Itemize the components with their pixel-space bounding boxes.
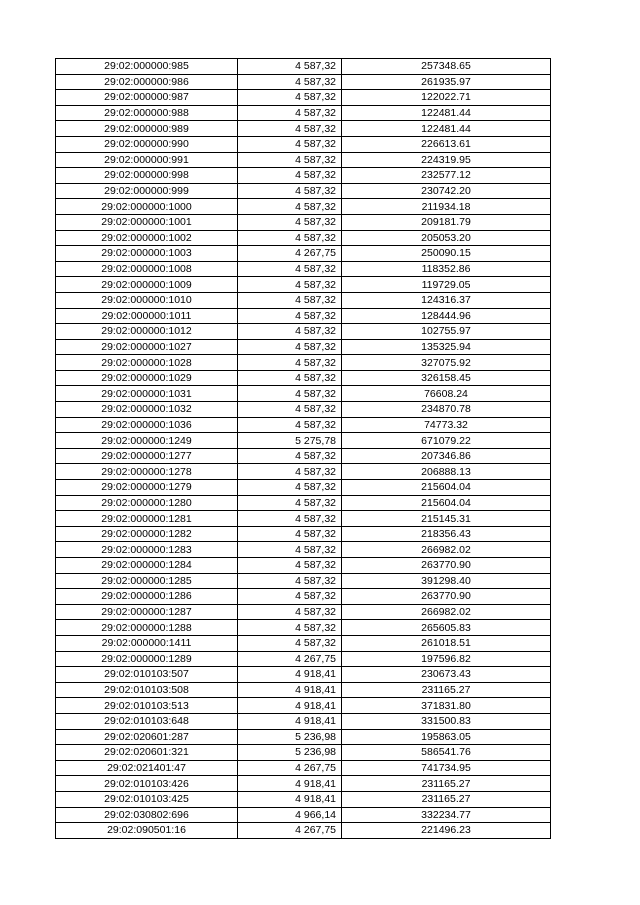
cadastral-number-cell: 29:02:000000:1281: [56, 511, 238, 527]
value-cell: 205053.20: [342, 230, 551, 246]
cadastral-number-cell: 29:02:000000:1002: [56, 230, 238, 246]
cadastral-number-cell: 29:02:000000:1011: [56, 308, 238, 324]
table-row: [56, 589, 551, 605]
cadastral-number-cell: 29:02:000000:1009: [56, 277, 238, 293]
table-row: [56, 776, 551, 792]
value-cell: 327075.92: [342, 355, 551, 371]
cadastral-number-cell: 29:02:000000:1028: [56, 355, 238, 371]
area-cell: 4 587,32: [238, 339, 342, 355]
area-cell: 4 587,32: [238, 199, 342, 215]
area-cell: 4 587,32: [238, 542, 342, 558]
table-row: [56, 745, 551, 761]
cadastral-number-cell: 29:02:000000:1031: [56, 386, 238, 402]
cadastral-number-cell: 29:02:000000:1285: [56, 573, 238, 589]
value-cell: 257348.65: [342, 59, 551, 75]
table-row: [56, 807, 551, 823]
table-row: [56, 168, 551, 184]
area-cell: 5 275,78: [238, 433, 342, 449]
area-cell: 4 587,32: [238, 74, 342, 90]
cadastral-number-cell: 29:02:000000:987: [56, 90, 238, 106]
cadastral-number-cell: 29:02:000000:1010: [56, 292, 238, 308]
value-cell: 265605.83: [342, 620, 551, 636]
cadastral-number-cell: 29:02:000000:1029: [56, 370, 238, 386]
value-cell: 261935.97: [342, 74, 551, 90]
table-row: [56, 433, 551, 449]
table-row: [56, 324, 551, 340]
table-row: [56, 417, 551, 433]
value-cell: 224319.95: [342, 152, 551, 168]
area-cell: 4 587,32: [238, 168, 342, 184]
area-cell: 4 267,75: [238, 823, 342, 839]
cadastral-number-cell: 29:02:000000:1280: [56, 495, 238, 511]
value-cell: 266982.02: [342, 604, 551, 620]
area-cell: 4 587,32: [238, 355, 342, 371]
area-cell: 4 587,32: [238, 105, 342, 121]
cadastral-number-cell: 29:02:000000:989: [56, 121, 238, 137]
cadastral-number-cell: 29:02:000000:1279: [56, 480, 238, 496]
cadastral-number-cell: 29:02:000000:990: [56, 136, 238, 152]
cadastral-number-cell: 29:02:030802:696: [56, 807, 238, 823]
cadastral-number-cell: 29:02:010103:508: [56, 682, 238, 698]
value-cell: 215604.04: [342, 480, 551, 496]
value-cell: 234870.78: [342, 402, 551, 418]
value-cell: 124316.37: [342, 292, 551, 308]
cadastral-number-cell: 29:02:000000:1283: [56, 542, 238, 558]
table-row: [56, 511, 551, 527]
cadastral-number-cell: 29:02:020601:321: [56, 745, 238, 761]
cadastral-number-cell: 29:02:000000:998: [56, 168, 238, 184]
value-cell: 741734.95: [342, 760, 551, 776]
area-cell: 4 587,32: [238, 635, 342, 651]
value-cell: 206888.13: [342, 464, 551, 480]
table-row: [56, 292, 551, 308]
value-cell: 135325.94: [342, 339, 551, 355]
value-cell: 211934.18: [342, 199, 551, 215]
table-row: [56, 682, 551, 698]
table-row: [56, 261, 551, 277]
value-cell: 76608.24: [342, 386, 551, 402]
value-cell: 197596.82: [342, 651, 551, 667]
area-cell: 4 918,41: [238, 776, 342, 792]
cadastral-number-cell: 29:02:020601:287: [56, 729, 238, 745]
cadastral-value-table: [55, 58, 551, 839]
table-row: [56, 308, 551, 324]
table-row: [56, 230, 551, 246]
area-cell: 4 587,32: [238, 121, 342, 137]
cadastral-number-cell: 29:02:000000:1277: [56, 448, 238, 464]
area-cell: 4 587,32: [238, 511, 342, 527]
table-row: [56, 386, 551, 402]
area-cell: 4 918,41: [238, 791, 342, 807]
cadastral-number-cell: 29:02:010103:507: [56, 667, 238, 683]
value-cell: 263770.90: [342, 589, 551, 605]
table-row: [56, 370, 551, 386]
area-cell: 4 587,32: [238, 526, 342, 542]
cadastral-number-cell: 29:02:000000:1012: [56, 324, 238, 340]
area-cell: 4 267,75: [238, 246, 342, 262]
value-cell: 118352.86: [342, 261, 551, 277]
cadastral-number-cell: 29:02:090501:16: [56, 823, 238, 839]
area-cell: 4 587,32: [238, 324, 342, 340]
area-cell: 4 918,41: [238, 713, 342, 729]
value-cell: 74773.32: [342, 417, 551, 433]
value-cell: 122022.71: [342, 90, 551, 106]
cadastral-number-cell: 29:02:000000:1282: [56, 526, 238, 542]
area-cell: 4 918,41: [238, 667, 342, 683]
cadastral-number-cell: 29:02:000000:985: [56, 59, 238, 75]
cadastral-number-cell: 29:02:000000:1249: [56, 433, 238, 449]
table-row: [56, 667, 551, 683]
value-cell: 263770.90: [342, 558, 551, 574]
table-row: [56, 246, 551, 262]
cadastral-number-cell: 29:02:000000:1278: [56, 464, 238, 480]
value-cell: 218356.43: [342, 526, 551, 542]
value-cell: 195863.05: [342, 729, 551, 745]
value-cell: 671079.22: [342, 433, 551, 449]
area-cell: 4 587,32: [238, 386, 342, 402]
table-row: [56, 121, 551, 137]
cadastral-number-cell: 29:02:000000:999: [56, 183, 238, 199]
table-row: [56, 651, 551, 667]
value-cell: 332234.77: [342, 807, 551, 823]
table-row: [56, 791, 551, 807]
area-cell: 5 236,98: [238, 729, 342, 745]
value-cell: 266982.02: [342, 542, 551, 558]
value-cell: 231165.27: [342, 791, 551, 807]
value-cell: 231165.27: [342, 776, 551, 792]
area-cell: 4 267,75: [238, 760, 342, 776]
cadastral-number-cell: 29:02:000000:986: [56, 74, 238, 90]
cadastral-number-cell: 29:02:010103:648: [56, 713, 238, 729]
area-cell: 4 587,32: [238, 214, 342, 230]
table-row: [56, 90, 551, 106]
value-cell: 230673.43: [342, 667, 551, 683]
table-row: [56, 464, 551, 480]
table-row: [56, 760, 551, 776]
table-row: [56, 105, 551, 121]
cadastral-number-cell: 29:02:021401:47: [56, 760, 238, 776]
table-row: [56, 74, 551, 90]
value-cell: 207346.86: [342, 448, 551, 464]
table-row: [56, 277, 551, 293]
table-row: [56, 402, 551, 418]
cadastral-number-cell: 29:02:010103:425: [56, 791, 238, 807]
value-cell: 221496.23: [342, 823, 551, 839]
cadastral-number-cell: 29:02:000000:1027: [56, 339, 238, 355]
area-cell: 4 587,32: [238, 90, 342, 106]
value-cell: 391298.40: [342, 573, 551, 589]
area-cell: 4 587,32: [238, 402, 342, 418]
table-row: [56, 214, 551, 230]
area-cell: 4 587,32: [238, 230, 342, 246]
table-row: [56, 136, 551, 152]
area-cell: 4 587,32: [238, 308, 342, 324]
area-cell: 4 587,32: [238, 448, 342, 464]
cadastral-number-cell: 29:02:010103:426: [56, 776, 238, 792]
area-cell: 4 587,32: [238, 59, 342, 75]
value-cell: 215604.04: [342, 495, 551, 511]
table-row: [56, 542, 551, 558]
value-cell: 261018.51: [342, 635, 551, 651]
table-row: [56, 729, 551, 745]
cadastral-number-cell: 29:02:000000:1003: [56, 246, 238, 262]
cadastral-number-cell: 29:02:000000:1287: [56, 604, 238, 620]
table-row: [56, 635, 551, 651]
table-row: [56, 698, 551, 714]
value-cell: 119729.05: [342, 277, 551, 293]
table-body: [56, 59, 551, 839]
value-cell: 331500.83: [342, 713, 551, 729]
area-cell: 4 587,32: [238, 292, 342, 308]
value-cell: 122481.44: [342, 121, 551, 137]
table-row: [56, 183, 551, 199]
table-row: [56, 152, 551, 168]
area-cell: 4 587,32: [238, 183, 342, 199]
table-row: [56, 526, 551, 542]
value-cell: 232577.12: [342, 168, 551, 184]
cadastral-number-cell: 29:02:000000:1286: [56, 589, 238, 605]
value-cell: 102755.97: [342, 324, 551, 340]
table-row: [56, 823, 551, 839]
area-cell: 4 587,32: [238, 417, 342, 433]
cadastral-number-cell: 29:02:000000:1289: [56, 651, 238, 667]
cadastral-number-cell: 29:02:000000:1036: [56, 417, 238, 433]
value-cell: 209181.79: [342, 214, 551, 230]
table-row: [56, 355, 551, 371]
cadastral-number-cell: 29:02:000000:1284: [56, 558, 238, 574]
table-row: [56, 339, 551, 355]
cadastral-number-cell: 29:02:000000:1001: [56, 214, 238, 230]
area-cell: 4 918,41: [238, 682, 342, 698]
cadastral-number-cell: 29:02:000000:1000: [56, 199, 238, 215]
area-cell: 4 587,32: [238, 480, 342, 496]
table-row: [56, 199, 551, 215]
area-cell: 4 587,32: [238, 261, 342, 277]
area-cell: 4 587,32: [238, 277, 342, 293]
area-cell: 4 587,32: [238, 589, 342, 605]
table-row: [56, 59, 551, 75]
area-cell: 4 918,41: [238, 698, 342, 714]
table-row: [56, 448, 551, 464]
cadastral-number-cell: 29:02:010103:513: [56, 698, 238, 714]
value-cell: 230742.20: [342, 183, 551, 199]
table-row: [56, 604, 551, 620]
cadastral-number-cell: 29:02:000000:1032: [56, 402, 238, 418]
value-cell: 122481.44: [342, 105, 551, 121]
cadastral-number-cell: 29:02:000000:988: [56, 105, 238, 121]
area-cell: 4 587,32: [238, 604, 342, 620]
table-row: [56, 480, 551, 496]
value-cell: 250090.15: [342, 246, 551, 262]
area-cell: 4 587,32: [238, 152, 342, 168]
area-cell: 4 587,32: [238, 136, 342, 152]
cadastral-number-cell: 29:02:000000:1411: [56, 635, 238, 651]
area-cell: 4 587,32: [238, 370, 342, 386]
cadastral-number-cell: 29:02:000000:1288: [56, 620, 238, 636]
value-cell: 326158.45: [342, 370, 551, 386]
value-cell: 231165.27: [342, 682, 551, 698]
table-row: [56, 620, 551, 636]
cadastral-number-cell: 29:02:000000:1008: [56, 261, 238, 277]
value-cell: 586541.76: [342, 745, 551, 761]
value-cell: 371831.80: [342, 698, 551, 714]
area-cell: 4 587,32: [238, 464, 342, 480]
table-row: [56, 713, 551, 729]
area-cell: 4 587,32: [238, 573, 342, 589]
area-cell: 5 236,98: [238, 745, 342, 761]
value-cell: 226613.61: [342, 136, 551, 152]
value-cell: 215145.31: [342, 511, 551, 527]
table-row: [56, 558, 551, 574]
table-row: [56, 573, 551, 589]
table-row: [56, 495, 551, 511]
area-cell: 4 587,32: [238, 495, 342, 511]
area-cell: 4 587,32: [238, 558, 342, 574]
area-cell: 4 966,14: [238, 807, 342, 823]
area-cell: 4 587,32: [238, 620, 342, 636]
cadastral-number-cell: 29:02:000000:991: [56, 152, 238, 168]
area-cell: 4 267,75: [238, 651, 342, 667]
value-cell: 128444.96: [342, 308, 551, 324]
